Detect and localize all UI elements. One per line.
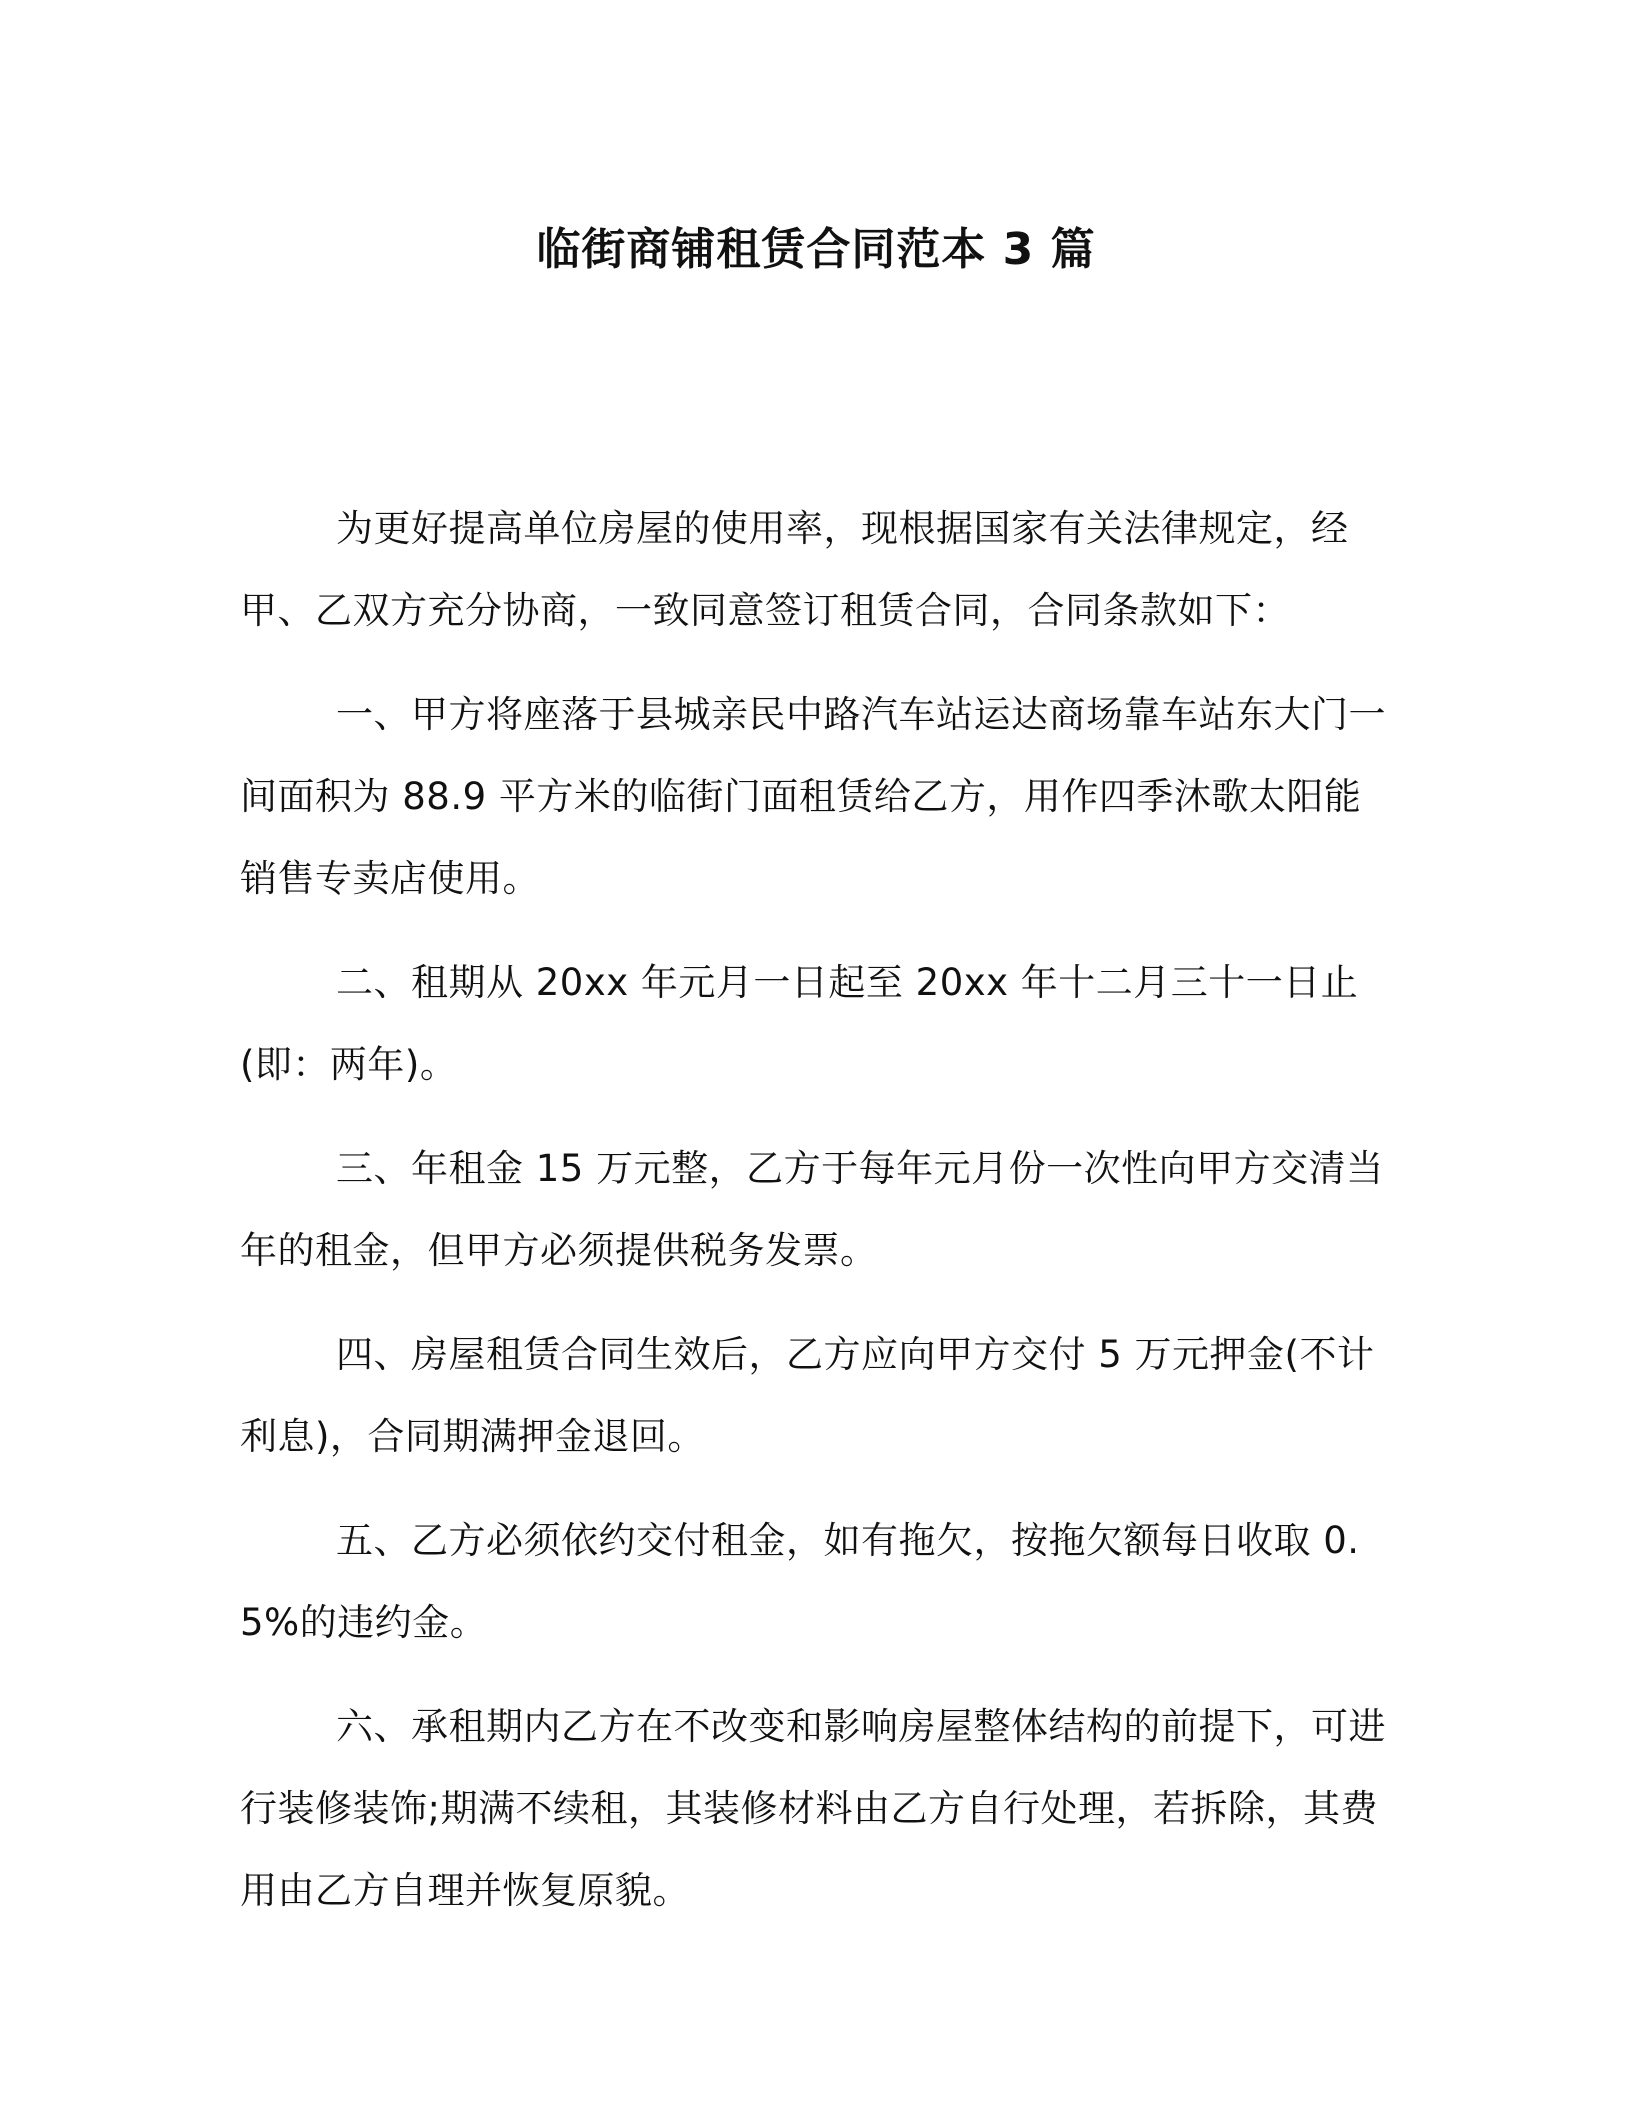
paragraph-intro: 为更好提高单位房屋的使用率，现根据国家有关法律规定，经甲、乙双方充分协商，一致同意签订租赁合同，合同条款如下： [240,507,1349,632]
paragraph-clause-5: 五、乙方必须依约交付租金，如有拖欠，按拖欠额每日收取 0.5%的违约金。 [240,1519,1360,1644]
document-title: 临街商铺租赁合同范本 3 篇 [536,224,1096,275]
paragraph-clause-4: 四、房屋租赁合同生效后，乙方应向甲方交付 5 万元押金(不计利息)，合同期满押金退回。 [240,1333,1375,1458]
paragraph-clause-1: 一、甲方将座落于县城亲民中路汽车站运达商场靠车站东大门一间面积为 88.9 平方米的临街门面租赁给乙方，用作四季沐歌太阳能销售专卖店使用。 [240,693,1386,900]
document-body [240,488,1388,1954]
paragraph-clause-2: 二、租期从 20xx 年元月一日起至 20xx 年十二月三十一日止(即：两年)。 [240,961,1359,1086]
paragraph-clause-6: 六、承租期内乙方在不改变和影响房屋整体结构的前提下，可进行装修装饰;期满不续租，其装修材料由乙方自行处理，若拆除，其费用由乙方自理并恢复原貌。 [240,1705,1386,1912]
paragraph-clause-3: 三、年租金 15 万元整，乙方于每年元月份一次性向甲方交清当年的租金，但甲方必须提供税务发票。 [240,1147,1384,1272]
